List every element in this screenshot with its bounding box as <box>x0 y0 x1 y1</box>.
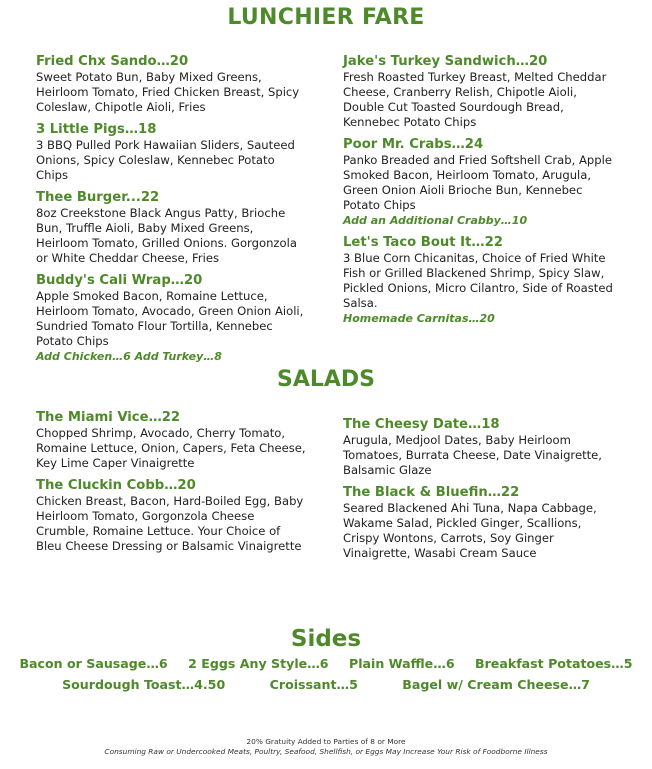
menu-item-description: Fresh Roasted Turkey Breast, Melted Cheddar Cheese, Cranberry Relish, Chipotle Aioli, Double Cut Toasted Sourdough Bread, Kennebec Potato Chips <box>343 70 607 129</box>
side-item: Croissant…5 <box>269 677 358 692</box>
menu-item-name: The Cheesy Date…18 <box>343 417 500 432</box>
side-item: 2 Eggs Any Style…6 <box>188 656 329 671</box>
gratuity-note: 20% Gratuity Added to Parties of 8 or More <box>246 737 406 746</box>
menu-item-description: Seared Blackened Ahi Tuna, Napa Cabbage, Wakame Salad, Pickled Ginger, Scallions, Crispy Wontons, Carrots, Soy Ginger Vinaigrette, Wasabi Cream Sauce <box>343 501 597 560</box>
menu-item-name: Thee Burger...22 <box>36 190 160 205</box>
menu-item-addon: Add an Additional Crabby…10 <box>343 214 528 227</box>
side-item: Breakfast Potatoes…5 <box>474 656 633 671</box>
lunch-section-title: LUNCHIER FARE <box>227 5 425 30</box>
menu-item-name: The Miami Vice…22 <box>36 410 181 425</box>
menu-item-name: Fried Chx Sando…20 <box>36 54 189 69</box>
menu-item <box>343 136 618 228</box>
menu-item-name: Poor Mr. Crabs…24 <box>343 137 484 152</box>
menu-item <box>36 53 308 115</box>
menu-item-name: 3 Little Pigs…18 <box>36 122 157 137</box>
menu-item <box>36 477 308 554</box>
salads-left-column <box>36 409 308 560</box>
menu-item-description: Chopped Shrimp, Avocado, Cherry Tomato, Romaine Lettuce, Onion, Capers, Feta Cheese, Key Lime Caper Vinaigrette <box>36 426 306 470</box>
side-item: Sourdough Toast…4.50 <box>62 677 226 692</box>
menu-item-description: 3 Blue Corn Chicanitas, Choice of Fried White Fish or Grilled Blackened Shrimp, Spicy Slaw, Pickled Onions, Micro Cilantro, Side of Roasted Salsa. <box>343 251 613 310</box>
menu-item-description: Panko Breaded and Fried Softshell Crab, Apple Smoked Bacon, Heirloom Tomato, Arugula, Green Onion Aioli Brioche Bun, Kennebec Potato Chips <box>343 153 612 212</box>
menu-item <box>36 121 308 183</box>
menu-item-name: Let's Taco Bout It…22 <box>343 235 503 250</box>
menu-item <box>343 234 618 326</box>
sides-row <box>0 677 652 692</box>
sides-section-title: Sides <box>290 626 362 652</box>
menu-item <box>36 272 308 364</box>
menu-item <box>343 53 618 130</box>
lunch-right-column <box>343 53 618 332</box>
menu-item <box>343 416 618 478</box>
menu-item-name: Jake's Turkey Sandwich…20 <box>343 54 548 69</box>
menu-item <box>36 409 308 471</box>
side-item: Bacon or Sausage…6 <box>19 656 168 671</box>
foodborne-illness-warning: Consuming Raw or Undercooked Meats, Poultry, Seafood, Shellfish, or Eggs May Increase Your Risk of Foodborne Illness <box>104 747 548 756</box>
menu-item-description: 3 BBQ Pulled Pork Hawaiian Sliders, Sauteed Onions, Spicy Coleslaw, Kennebec Potato Chips <box>36 138 295 182</box>
salads-section-title: SALADS <box>276 367 376 392</box>
menu-item-description: Arugula, Medjool Dates, Baby Heirloom Tomatoes, Burrata Cheese, Date Vinaigrette, Balsamic Glaze <box>343 433 602 477</box>
menu-item-name: The Cluckin Cobb…20 <box>36 478 196 493</box>
menu-item-addon: Homemade Carnitas…20 <box>343 312 495 325</box>
menu-item-description: 8oz Creekstone Black Angus Patty, Brioche Bun, Truffle Aioli, Baby Mixed Greens, Heirloom Tomato, Grilled Onions. Gorgonzola or White Cheddar Cheese, Fries <box>36 206 297 265</box>
menu-item-name: The Black & Bluefin…22 <box>343 485 520 500</box>
menu-item-description: Apple Smoked Bacon, Romaine Lettuce, Heirloom Tomato, Avocado, Green Onion Aioli, Sundried Tomato Flour Tortilla, Kennebec Potato Chips <box>36 289 304 348</box>
menu-item-description: Chicken Breast, Bacon, Hard-Boiled Egg, Baby Heirloom Tomato, Gorgonzola Cheese Crumble, Romaine Lettuce. Your Choice of Bleu Cheese Dressing or Balsamic Vinaigrette <box>36 494 304 553</box>
menu-item <box>36 189 308 266</box>
menu-item-addon: Add Chicken…6 Add Turkey…8 <box>36 350 222 363</box>
side-item: Bagel w/ Cream Cheese…7 <box>402 677 590 692</box>
sides-row <box>0 656 652 671</box>
menu-item <box>343 484 618 561</box>
lunch-left-column <box>36 53 308 370</box>
side-item: Plain Waffle…6 <box>348 656 455 671</box>
menu-item-name: Buddy's Cali Wrap…20 <box>36 273 203 288</box>
menu-item-description: Sweet Potato Bun, Baby Mixed Greens, Heirloom Tomato, Fried Chicken Breast, Spicy Coleslaw, Chipotle Aioli, Fries <box>36 70 300 114</box>
salads-right-column <box>343 416 618 567</box>
